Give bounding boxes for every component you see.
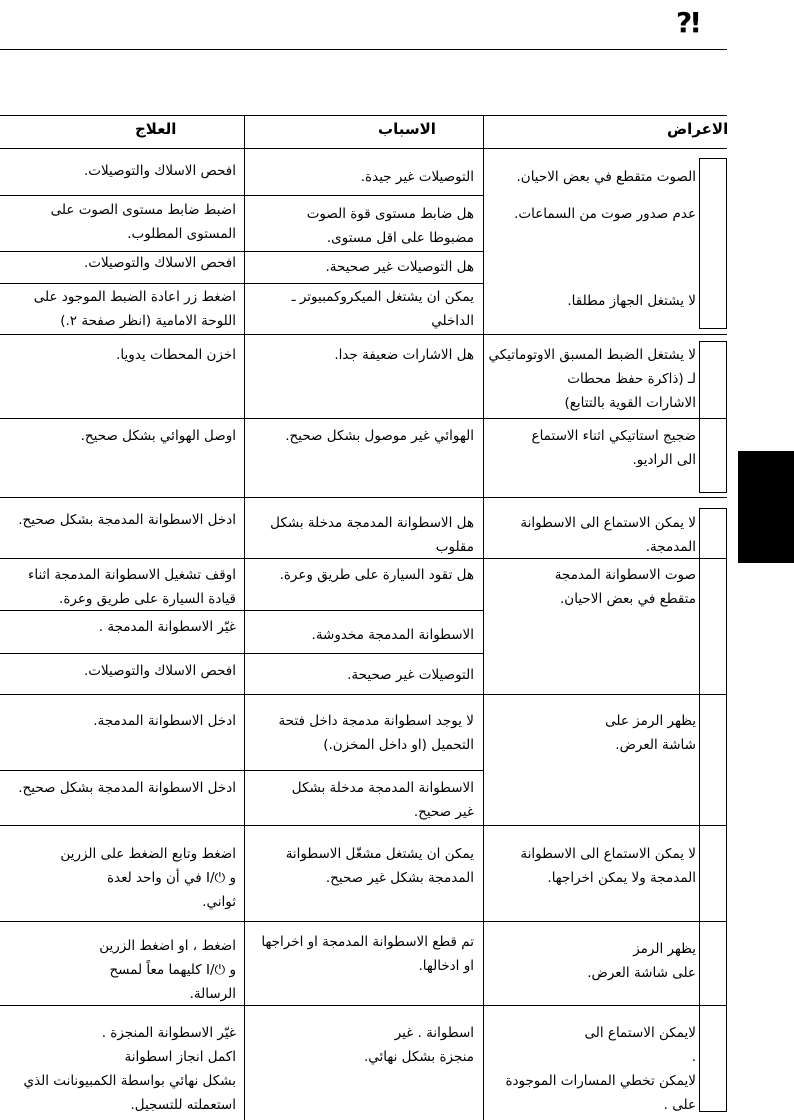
cause-cell: التوصيلات غير صحيحة.	[347, 667, 474, 683]
cause-cell: هل تقود السيارة على طريق وعرة.	[279, 567, 474, 583]
remedy-cell: اضغط ، او اضغط الزرين و ⏻/I كليهما معاً لمسح الرسالة.	[99, 938, 236, 1002]
cause-cell: اسطوانة . غير منجزة بشكل نهائي.	[364, 1025, 474, 1065]
remedy-cell: اوصل الهوائي بشكل صحيح.	[80, 428, 236, 444]
symptom-cell: صوت الاسطوانة المدمجة متقطع في بعض الاحيان.	[554, 567, 696, 607]
row-divider	[0, 770, 483, 771]
cause-cell: هل التوصيلات غير صحيحة.	[325, 259, 474, 275]
remedy-cell: افحص الاسلاك والتوصيلات.	[83, 255, 236, 271]
symptom-cell: الصوت متقطع في بعض الاحيان.	[516, 169, 696, 185]
remedy-cell: افحص الاسلاك والتوصيلات.	[83, 163, 236, 179]
troubleshooting-logo: ?!	[676, 6, 700, 39]
remedy-cell: اضبط ضابط مستوى الصوت على المستوى المطلوب.	[50, 202, 236, 242]
symptom-cell: ضجيج استاتيكي اثناء الاستماع الى الراديو.	[531, 428, 696, 468]
table-top-rule	[0, 115, 727, 116]
remedy-cell: ادخل الاسطوانة المدمجة بشكل صحيح.	[18, 512, 236, 528]
row-divider	[0, 497, 727, 498]
section-marker-radio	[699, 341, 727, 493]
header-remedy: العلاج	[135, 120, 177, 138]
remedy-cell: غيّر الاسطوانة المنجزة . اكمل انجاز اسطوانة بشكل نهائي بواسطة الكمبيونانت الذي استعملته للتسجيل.	[23, 1025, 236, 1113]
cause-cell: التوصيلات غير جيدة.	[360, 169, 474, 185]
row-divider	[0, 825, 727, 826]
row-divider	[0, 195, 483, 196]
cause-cell: هل الاسطوانة المدمجة مدخلة بشكل مقلوب	[270, 515, 474, 555]
row-divider	[0, 334, 727, 335]
language-tab	[738, 451, 794, 563]
remedy-cell: اوقف تشغيل الاسطوانة المدمجة اثناء قيادة السيارة على طريق وعرة.	[27, 567, 236, 607]
cause-cell: يمكن ان يشتغل الميكروكمبيوتر ـ الداخلي	[291, 289, 474, 329]
remedy-cell: غيّر الاسطوانة المدمجة .	[98, 619, 236, 635]
cause-cell: تم قطع الاسطوانة المدمجة او اخراجها او ادخالها.	[261, 934, 474, 974]
cause-cell: الهوائي غير موصول بشكل صحيح.	[285, 428, 474, 444]
cause-cell: هل ضابط مستوى قوة الصوت مضبوطا على اقل مستوى.	[306, 206, 474, 246]
remedy-cell: اخزن المحطات يدويا.	[116, 347, 236, 363]
header-symptoms: الاعراض	[667, 120, 729, 138]
symptom-cell: لا يمكن الاستماع الى الاسطوانة المدمجة ولا يمكن اخراجها.	[520, 846, 696, 886]
symptom-cell: يظهر الرمز على شاشة العرض.	[605, 713, 696, 753]
header-causes: الاسباب	[378, 120, 436, 138]
cause-cell: الاسطوانة المدمجة مخدوشة.	[311, 627, 474, 643]
section-marker-cd	[699, 508, 727, 1112]
table-header-rule	[0, 148, 727, 149]
remedy-cell: افحص الاسلاك والتوصيلات.	[83, 663, 236, 679]
header-rule	[0, 49, 727, 50]
row-divider	[0, 418, 727, 419]
row-divider	[0, 694, 727, 695]
symptom-cell: لا يشتغل الجهاز مطلقا.	[567, 293, 696, 309]
remedy-cell: ادخل الاسطوانة المدمجة.	[93, 713, 236, 729]
row-divider	[0, 921, 727, 922]
row-divider	[0, 283, 483, 284]
cause-cell: لا يوجد اسطوانة مدمجة داخل فتحة التحميل (او داخل المخزن.)	[278, 713, 474, 753]
cause-cell: هل الاشارات ضعيفة جدا.	[334, 347, 474, 363]
section-marker-general	[699, 158, 727, 329]
remedy-cell: اضغط زر اعادة الضبط الموجود على اللوحة الامامية (انظر صفحة ٢.)	[33, 289, 236, 329]
remedy-cell: اضغط وتابع الضغط على الزرين و ⏻/I في أن واحد لعدة ثواني.	[60, 846, 236, 910]
symptom-cell: عدم صدور صوت من السماعات.	[514, 206, 696, 222]
symptom-cell: لا يمكن الاستماع الى الاسطوانة المدمجة.	[520, 515, 696, 555]
cause-cell: الاسطوانة المدمجة مدخلة بشكل غير صحيح.	[291, 780, 474, 820]
symptom-cell: لايمكن الاستماع الى . لايمكن تخطي المسارات الموجودة على .	[505, 1025, 696, 1113]
symptom-cell: يظهر الرمز على شاشة العرض.	[587, 941, 696, 981]
remedy-cell: ادخل الاسطوانة المدمجة بشكل صحيح.	[18, 780, 236, 796]
cause-cell: يمكن ان يشتغل مشغّل الاسطوانة المدمجة بشكل غير صحيح.	[285, 846, 474, 886]
row-divider	[0, 653, 483, 654]
symptom-cell: لا يشتغل الضبط المسبق الاوتوماتيكي لـ (ذاكرة حفظ محطات الاشارات القوية بالتتابع)	[488, 347, 696, 411]
